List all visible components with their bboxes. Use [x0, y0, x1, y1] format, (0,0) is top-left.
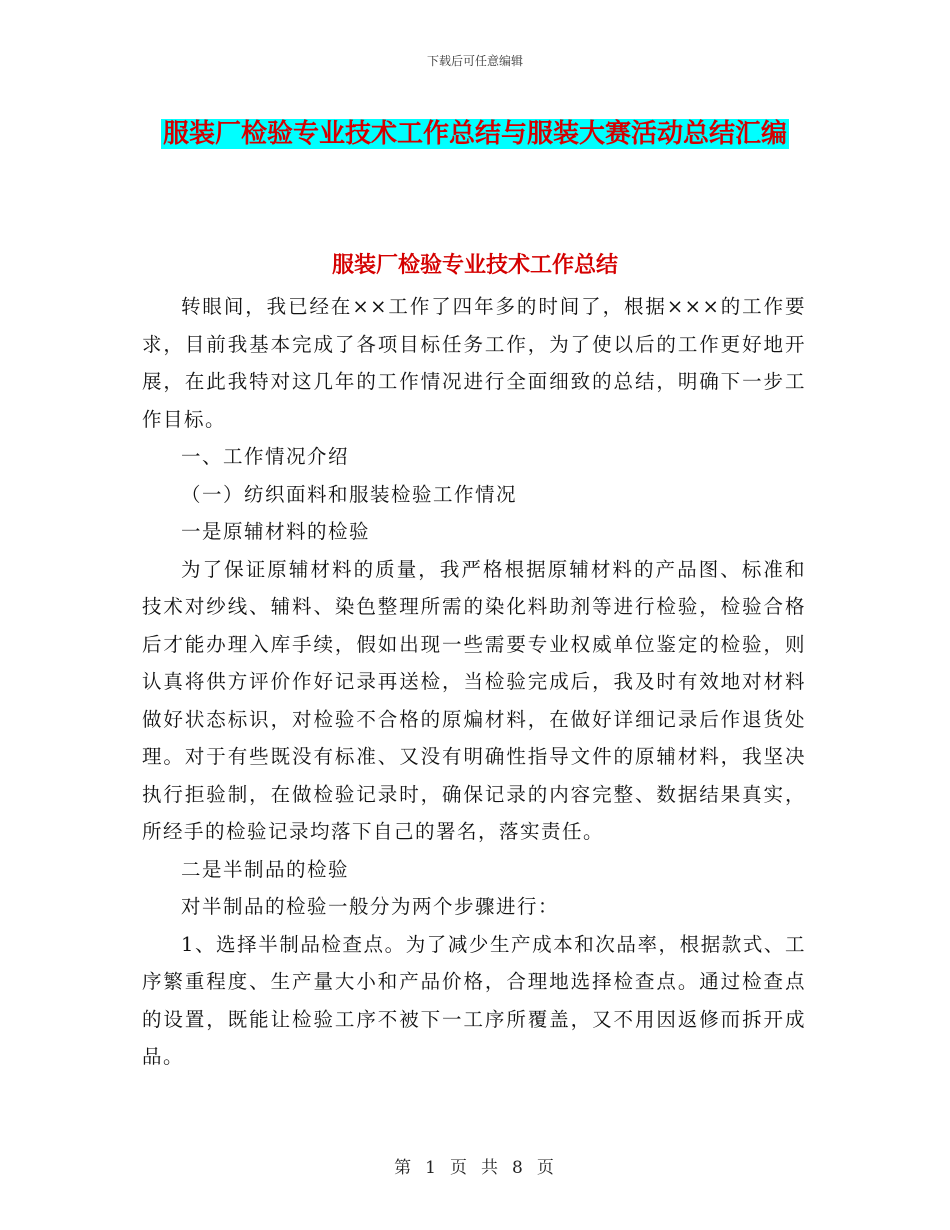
- document-title-text: 服装厂检验专业技术工作总结与服装大赛活动总结汇编: [162, 119, 787, 149]
- paragraph: 二是半制品的检验: [181, 857, 350, 881]
- document-body: [142, 288, 806, 1076]
- paragraph: 一、工作情况介绍: [181, 445, 350, 468]
- document-title: [140, 112, 810, 157]
- page-label: 页: [536, 1158, 556, 1178]
- paragraph: 对半制品的检验一般分为两个步骤进行：: [181, 895, 560, 918]
- page-current: 1: [425, 1158, 438, 1178]
- paragraph: 转眼间，我已经在××工作了四年多的时间了，根据×××的工作要求，目前我基本完成了各项目标任务工作，为了使以后的工作更好地开展，在此我特对这几年的工作情况进行全面细致的总结，明确下一步工作目标。: [142, 295, 806, 431]
- paragraph: （一）纺织面料和服装检验工作情况: [181, 482, 518, 506]
- page-label: 页: [450, 1158, 469, 1178]
- header-note: 下载后可任意编辑: [426, 54, 523, 68]
- paragraph: 1、选择半制品检查点。为了减少生产成本和次品率，根据款式、工序繁重程度、生产量大小和产品价格，合理地选择检查点。通过检查点的设置，既能让检验工序不被下一工序所覆盖，又不用因返修而拆开成品。: [142, 932, 806, 1068]
- paragraph: 为了保证原辅材料的质量，我严格根据原辅材料的产品图、标准和技术对纱线、辅料、染色整理所需的染化料助剂等进行检验，检验合格后才能办理入库手续，假如出现一些需要专业权威单位鉴定的检验，则认真将供方评价作好记录再送检，当检验完成后，我及时有效地对材料做好状态标识，对检验不合格的原煸材料，在做好详细记录后作退货处理。对于有些既没有标准、又没有明确性指导文件的原辅材料，我坚决执行拒验制，在做检验记录时，确保记录的内容完整、数据结果真实，所经手的检验记录均落下自己的署名，落实责任。: [142, 557, 806, 843]
- section-title: 服装厂检验专业技术工作总结: [331, 253, 618, 278]
- page-total: 8: [512, 1158, 525, 1178]
- page-label: 共: [481, 1158, 500, 1178]
- page-label: 第: [394, 1158, 414, 1178]
- page-number: [0, 1153, 950, 1178]
- paragraph: 一是原辅材料的检验: [181, 520, 371, 543]
